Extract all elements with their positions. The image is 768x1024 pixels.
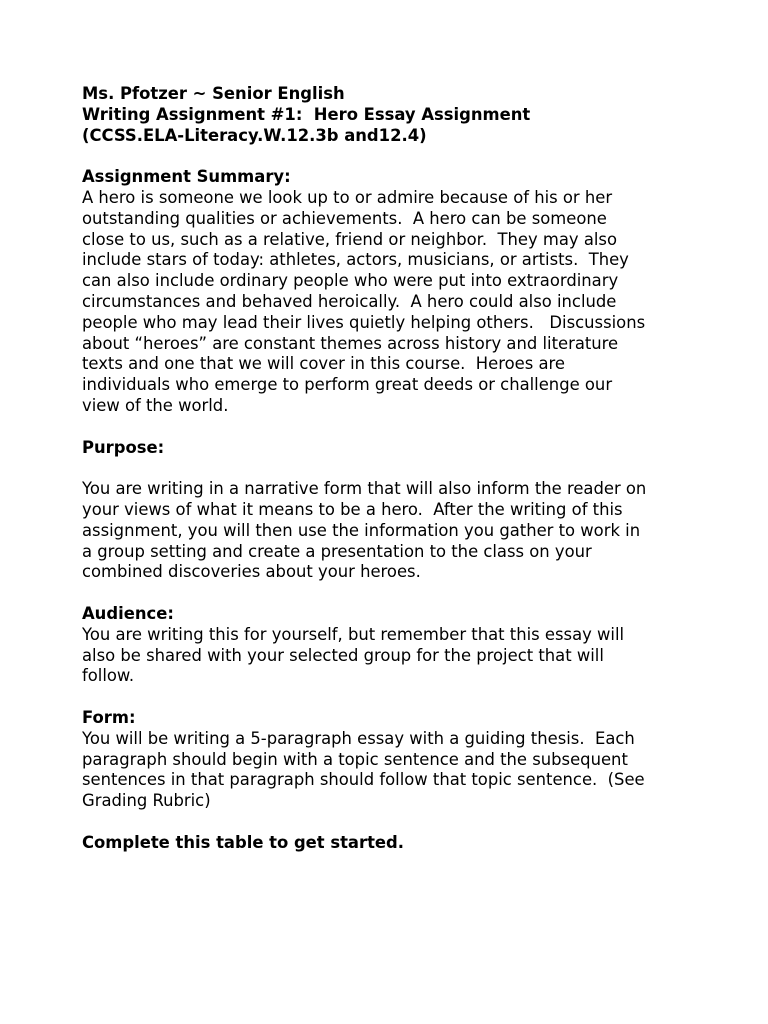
audience-heading: Audience: xyxy=(82,603,174,623)
header-teacher-course: Ms. Pfotzer ~ Senior English xyxy=(82,84,345,103)
spacer xyxy=(82,146,702,167)
spacer xyxy=(82,687,702,708)
purpose-paragraph xyxy=(82,479,702,583)
audience-line: follow. xyxy=(82,666,135,686)
document-content xyxy=(82,84,702,853)
audience-line: also be shared with your selected group for the project that will xyxy=(82,645,604,665)
form-heading: Form: xyxy=(82,707,136,727)
purpose-line: a group setting and create a presentation to the class on your xyxy=(82,541,592,561)
form-line: paragraph should begin with a topic sentence and the subsequent xyxy=(82,749,628,769)
summary-line: A hero is someone we look up to or admire because of his or her xyxy=(82,187,613,207)
form-line: You will be writing a 5-paragraph essay with a guiding thesis. Each xyxy=(82,728,635,748)
summary-line: individuals who emerge to perform great deeds or challenge our xyxy=(82,375,613,395)
header-standards: (CCSS.ELA-Literacy.W.12.3b and12.4) xyxy=(82,125,427,145)
summary-heading: Assignment Summary: xyxy=(82,167,291,187)
header-assignment-title: Writing Assignment #1: Hero Essay Assignment xyxy=(82,104,531,124)
spacer xyxy=(82,812,702,833)
summary-line: outstanding qualities or achievements. A hero can be someone xyxy=(82,208,607,228)
summary-line: texts and one that we will cover in this course. Heroes are xyxy=(82,354,565,374)
summary-line: people who may lead their lives quietly helping others. Discussions xyxy=(82,312,646,332)
purpose-heading: Purpose: xyxy=(82,437,165,457)
summary-line: include stars of today: athletes, actors, musicians, or artists. They xyxy=(82,250,629,270)
audience-line: You are writing this for yourself, but remember that this essay will xyxy=(82,624,625,644)
summary-line: about “heroes” are constant themes across history and literature xyxy=(82,333,619,353)
form-paragraph xyxy=(82,729,702,812)
purpose-line: You are writing in a narrative form that will also inform the reader on xyxy=(82,479,647,499)
summary-line: view of the world. xyxy=(82,395,229,415)
summary-line: close to us, such as a relative, friend or neighbor. They may also xyxy=(82,229,617,249)
form-line: Grading Rubric) xyxy=(82,791,211,811)
purpose-line: your views of what it means to be a hero. After the writing of this xyxy=(82,499,623,519)
spacer xyxy=(82,583,702,604)
purpose-line: assignment, you will then use the information you gather to work in xyxy=(82,520,641,540)
form-line: sentences in that paragraph should follow that topic sentence. (See xyxy=(82,770,645,790)
summary-paragraph xyxy=(82,188,702,417)
spacer xyxy=(82,417,702,438)
purpose-line: combined discoveries about your heroes. xyxy=(82,562,421,582)
closing-instruction: Complete this table to get started. xyxy=(82,832,404,852)
summary-line: can also include ordinary people who were put into extraordinary xyxy=(82,271,619,291)
summary-line: circumstances and behaved heroically. A hero could also include xyxy=(82,291,617,311)
audience-paragraph xyxy=(82,625,702,687)
spacer xyxy=(82,458,702,479)
